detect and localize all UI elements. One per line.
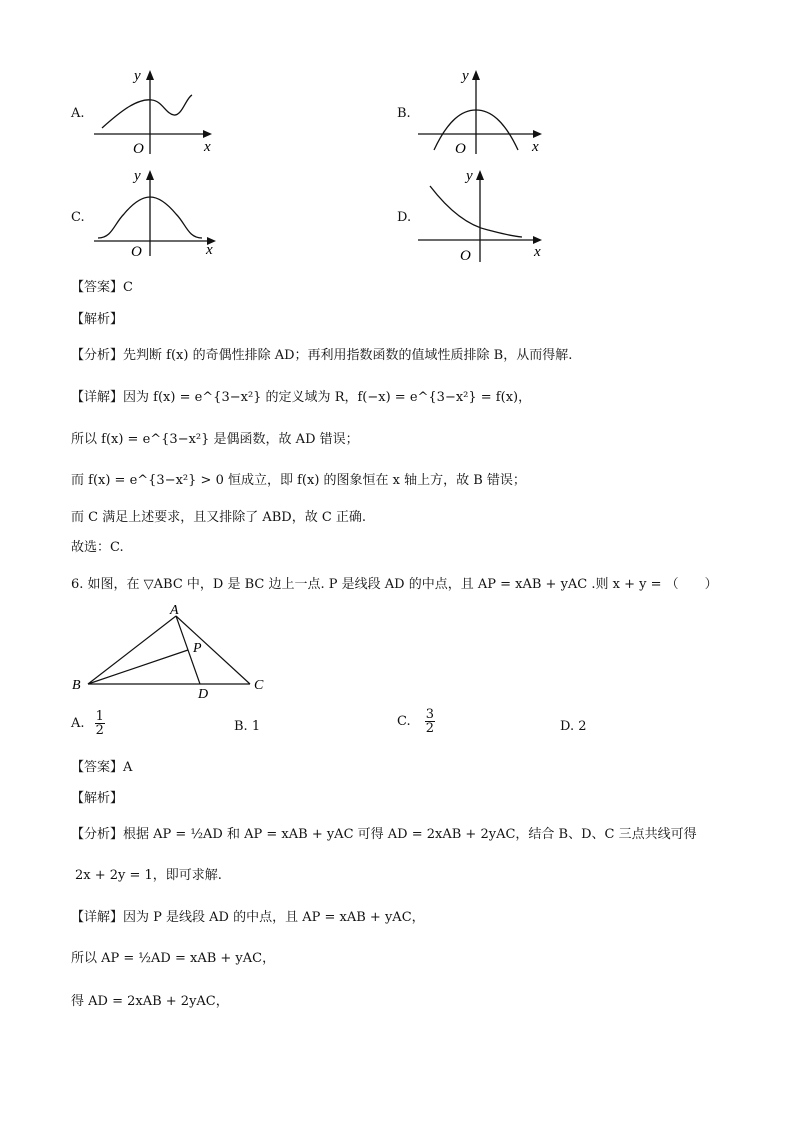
choice-d: D. 2 xyxy=(560,719,587,734)
option-a-letter: A. xyxy=(71,106,85,121)
graph-d xyxy=(414,164,554,264)
q5-line5: 故选：C. xyxy=(71,540,124,555)
vertex-a: A xyxy=(170,604,179,618)
choice-a-fraction: $\frac{1}{2}$ xyxy=(95,709,104,738)
q5-analysis-tag: 【解析】 xyxy=(71,312,124,327)
graph-a-x-label: x xyxy=(204,139,211,155)
graph-b-y-label: y xyxy=(462,68,469,84)
graph-a xyxy=(90,62,220,157)
q6-line2: 所以 AP = ½AD = xAB + yAC， xyxy=(71,951,276,966)
xiangjie-tag: 【详解】 xyxy=(71,390,124,405)
q5-fenxi xyxy=(71,344,572,363)
option-c-letter: C. xyxy=(71,210,85,225)
q5-line2: 所以 f(x) = e^{3−x²} 是偶函数，故 AD 错误； xyxy=(71,432,359,447)
xiangjie-tag: 【详解】 xyxy=(71,910,124,925)
graph-b-x-label: x xyxy=(532,139,539,155)
choice-c: C. $\frac{3}{2}$ xyxy=(397,707,435,736)
answer-value: A xyxy=(123,760,133,775)
vertex-d: D xyxy=(198,687,209,702)
choice-c-fraction: $\frac{3}{2}$ xyxy=(425,707,435,736)
answer-tag: 【答案】 xyxy=(71,760,124,775)
choice-b: B. 1 xyxy=(234,719,261,734)
point-p: P xyxy=(193,641,202,656)
q6-answer xyxy=(71,756,132,775)
graph-c-y-label: y xyxy=(134,168,141,184)
q6-line3: 得 AD = 2xAB + 2yAC， xyxy=(71,994,229,1009)
graph-a-y-label: y xyxy=(134,68,141,84)
q6-xiangjie-line1: 【详解】因为 P 是线段 AD 的中点，且 AP = xAB + yAC， xyxy=(71,910,425,925)
graph-d-x-label: x xyxy=(534,244,541,260)
graph-c-origin: O xyxy=(131,244,142,259)
graph-a-origin: O xyxy=(133,141,144,157)
fenxi-tag: 【分析】 xyxy=(71,348,124,363)
graph-b-origin: O xyxy=(455,141,466,157)
graph-b xyxy=(414,62,554,157)
answer-tag: 【答案】 xyxy=(71,280,124,295)
q6-fenxi-a: 【分析】根据 AP = ½AD 和 AP = xAB + yAC 可得 AD = 2xAB + 2yAC，结合 B、D、C 三点共线可得 xyxy=(71,827,697,842)
graph-d-y-label: y xyxy=(466,168,473,184)
fenxi-tag: 【分析】 xyxy=(71,827,124,842)
q5-line4: 而 C 满足上述要求，且又排除了 ABD，故 C 正确. xyxy=(71,510,367,525)
graph-c-x-label: x xyxy=(206,242,213,258)
vertex-b: B xyxy=(72,678,81,693)
q5-answer xyxy=(71,276,133,295)
answer-value: C xyxy=(123,280,133,295)
q6-fenxi-b: 2x + 2y = 1，即可求解. xyxy=(75,868,222,883)
option-b-letter: B. xyxy=(397,106,411,121)
option-d-letter: D. xyxy=(397,210,412,225)
fenxi-text: 先判断 f(x) 的奇偶性排除 AD；再利用指数函数的值域性质排除 B，从而得解. xyxy=(123,348,573,363)
graph-c xyxy=(90,164,220,259)
choice-a: A. $\frac{1}{2}$ xyxy=(71,709,104,738)
triangle-figure xyxy=(70,604,280,702)
graph-d-origin: O xyxy=(460,248,471,264)
q6-analysis-tag: 【解析】 xyxy=(71,791,124,806)
q6-stem: 6. 如图，在 ▽ABC 中，D 是 BC 边上一点. P 是线段 AD 的中点，且 AP = xAB + yAC .则 x + y = （ ） xyxy=(71,577,718,592)
q5-line3: 而 f(x) = e^{3−x²} > 0 恒成立，即 f(x) 的图象恒在 x 轴上方，故 B 错误； xyxy=(71,473,526,488)
q5-xiangjie-line1: 【详解】因为 f(x) = e^{3−x²} 的定义域为 R，f(−x) = e^{3−x²} = f(x)， xyxy=(71,390,532,405)
vertex-c: C xyxy=(254,678,264,693)
